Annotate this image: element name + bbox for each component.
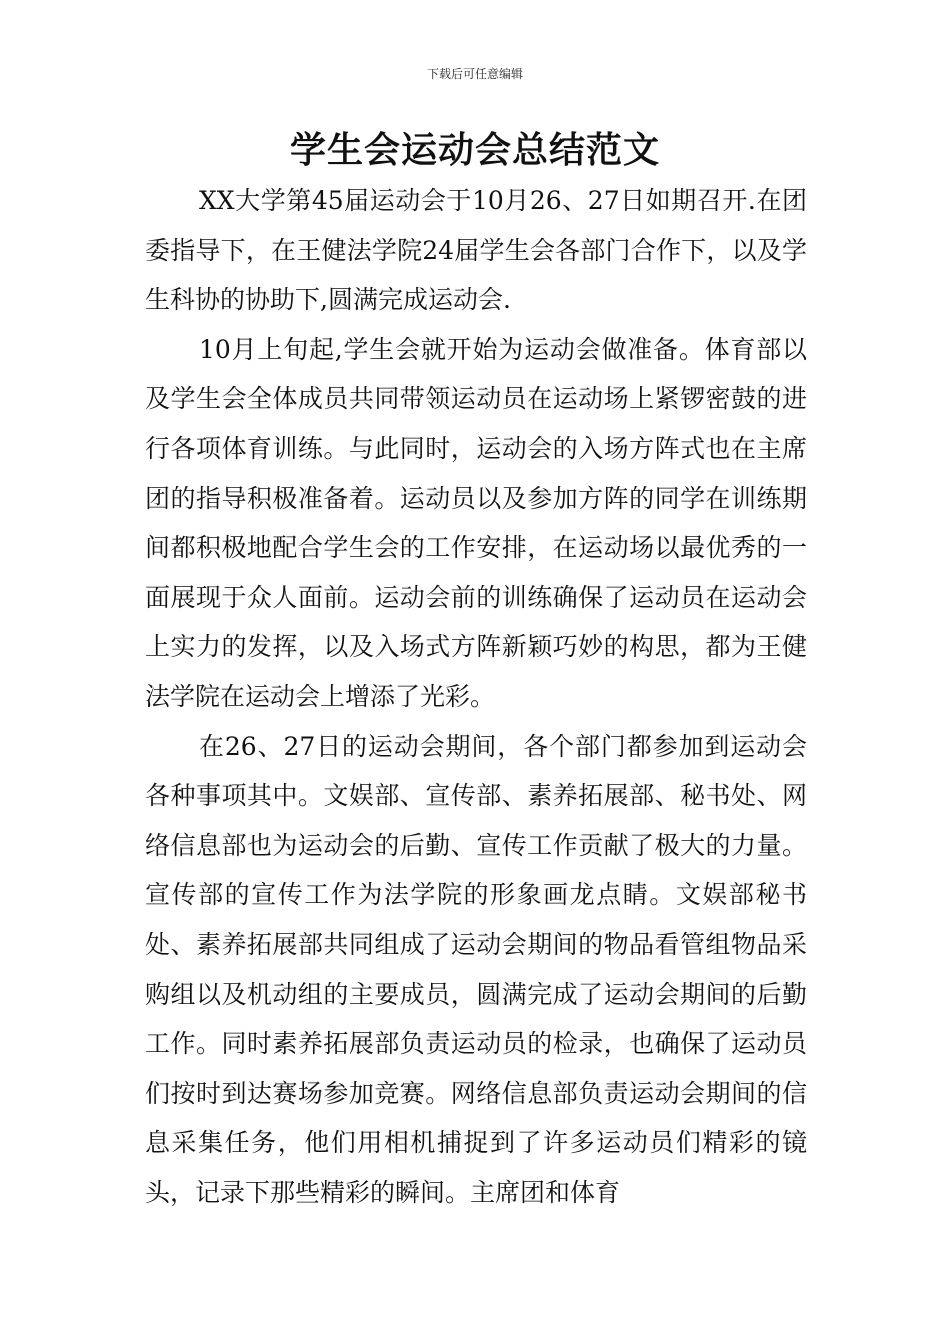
paragraph-2: 10月上旬起,学生会就开始为运动会做准备。体育部以及学生会全体成员共同带领运动员在运动场上紧锣密鼓的进行各项体育训练。与此同时，运动会的入场方阵式也在主席团的指导积极准备着。运动员以及参加方阵的同学在训练期间都积极地配合学生会的工作安排，在运动场以最优秀的一面展现于众人面前。运动会前的训练确保了运动员在运动会上实力的发挥，以及入场式方阵新颖巧妙的构思，都为王健法学院在运动会上增添了光彩。 xyxy=(145,334,807,711)
header-note: 下载后可任意编辑 xyxy=(426,67,523,81)
paragraph-1: XX大学第45届运动会于10月26、27日如期召开.在团委指导下，在王健法学院24届学生会各部门合作下，以及学生科协的协助下,圆满完成运动会. xyxy=(145,186,807,315)
document-body xyxy=(145,176,807,1217)
paragraph-3: 在26、27日的运动会期间，各个部门都参加到运动会各种事项其中。文娱部、宣传部、素养拓展部、秘书处、网络信息部也为运动会的后勤、宣传工作贡献了极大的力量。宣传部的宣传工作为法学院的形象画龙点睛。文娱部秘书处、素养拓展部共同组成了运动会期间的物品看管组物品采购组以及机动组的主要成员，圆满完成了运动会期间的后勤工作。同时素养拓展部负责运动员的检录，也确保了运动员们按时到达赛场参加竞赛。网络信息部负责运动会期间的信息采集任务，他们用相机捕捉到了许多运动员们精彩的镜头，记录下那些精彩的瞬间。主席团和体育 xyxy=(145,731,807,1207)
document-title: 学生会运动会总结范文 xyxy=(289,129,660,171)
